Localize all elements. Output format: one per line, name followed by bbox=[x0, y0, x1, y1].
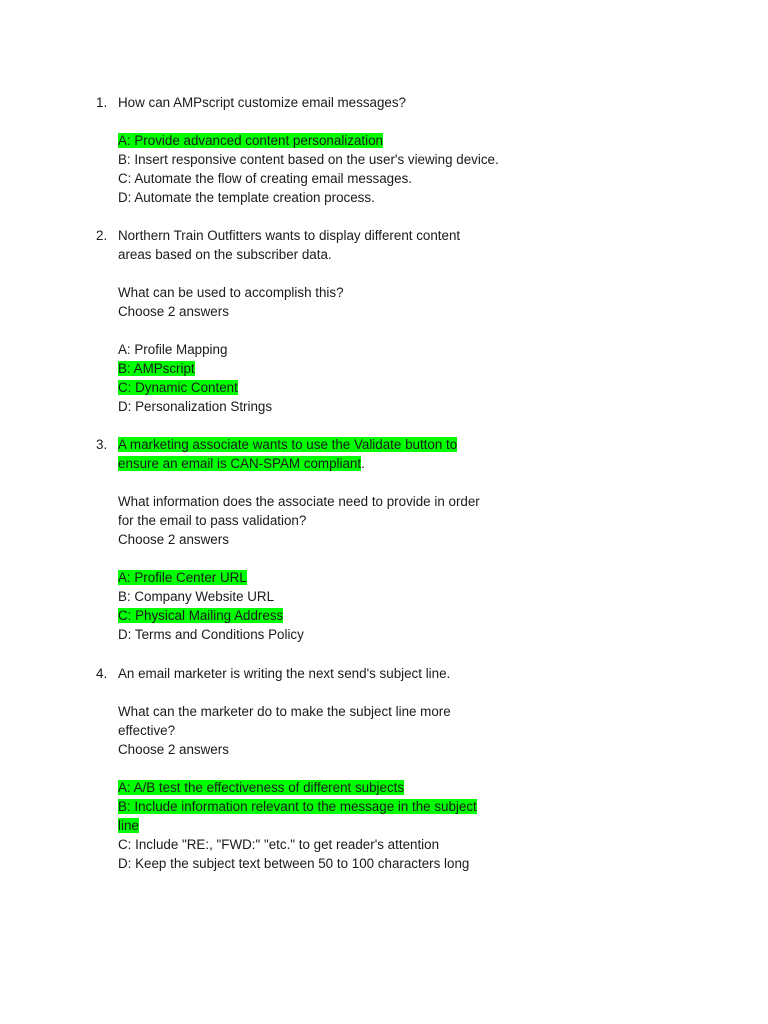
question-2 bbox=[96, 226, 526, 416]
answer-option bbox=[118, 816, 526, 835]
question-3 bbox=[96, 435, 526, 644]
answer-count-instruction: Choose 2 answers bbox=[118, 742, 229, 757]
question-prompt: What can be used to accomplish this? bbox=[118, 285, 344, 300]
highlighted-answer: A: Profile Center URL bbox=[118, 570, 247, 585]
highlighted-answer: B: Include information relevant to the message in the subject bbox=[118, 799, 477, 814]
answer-option bbox=[118, 797, 526, 816]
answer-option bbox=[118, 568, 526, 587]
answer-option bbox=[118, 131, 526, 150]
answer-option: D: Personalization Strings bbox=[118, 399, 273, 414]
answer-option: A: Profile Mapping bbox=[118, 342, 228, 357]
answer-count-instruction: Choose 2 answers bbox=[118, 532, 229, 547]
question-stem: areas based on the subscriber data. bbox=[118, 247, 332, 262]
answer-option: B: Insert responsive content based on the user's viewing device. bbox=[118, 152, 499, 167]
answer-option bbox=[118, 359, 526, 378]
answer-option: C: Include "RE:, "FWD:" "etc." to get reader's attention bbox=[118, 837, 440, 852]
question-stem: An email marketer is writing the next send's subject line. bbox=[118, 666, 451, 681]
question-stem: Northern Train Outfitters wants to display different content bbox=[118, 228, 461, 243]
question-prompt: for the email to pass validation? bbox=[118, 513, 307, 528]
question-prompt: effective? bbox=[118, 723, 176, 738]
question-stem bbox=[118, 435, 526, 454]
question-stem: How can AMPscript customize email messages? bbox=[118, 95, 407, 110]
highlighted-stem: A marketing associate wants to use the Validate button to bbox=[118, 437, 458, 452]
question-body bbox=[118, 93, 526, 207]
stem-period: . bbox=[361, 456, 365, 471]
question-stem bbox=[118, 454, 526, 473]
answer-option bbox=[118, 606, 526, 625]
question-4 bbox=[96, 664, 526, 873]
answer-option: D: Keep the subject text between 50 to 100 characters long bbox=[118, 856, 470, 871]
question-number: 1. bbox=[96, 95, 108, 110]
answer-option: D: Automate the template creation process. bbox=[118, 190, 375, 205]
highlighted-answer: line bbox=[118, 818, 139, 833]
question-number: 4. bbox=[96, 666, 108, 681]
question-body bbox=[118, 226, 526, 416]
answer-option bbox=[118, 778, 526, 797]
answer-option bbox=[118, 378, 526, 397]
question-body bbox=[118, 435, 526, 644]
question-number: 2. bbox=[96, 228, 108, 243]
answer-option: D: Terms and Conditions Policy bbox=[118, 627, 304, 642]
question-prompt: What information does the associate need to provide in order bbox=[118, 494, 480, 509]
question-body bbox=[118, 664, 526, 873]
highlighted-answer: C: Physical Mailing Address bbox=[118, 608, 284, 623]
highlighted-stem: ensure an email is CAN-SPAM compliant bbox=[118, 456, 362, 471]
answer-option: B: Company Website URL bbox=[118, 589, 275, 604]
highlighted-answer: B: AMPscript bbox=[118, 361, 195, 376]
question-number: 3. bbox=[96, 437, 108, 452]
answer-option: C: Automate the flow of creating email messages. bbox=[118, 171, 412, 186]
answer-count-instruction: Choose 2 answers bbox=[118, 304, 229, 319]
highlighted-answer: A: Provide advanced content personalization bbox=[118, 133, 384, 148]
question-1 bbox=[96, 93, 526, 207]
highlighted-answer: A: A/B test the effectiveness of different subjects bbox=[118, 780, 405, 795]
question-prompt: What can the marketer do to make the subject line more bbox=[118, 704, 451, 719]
highlighted-answer: C: Dynamic Content bbox=[118, 380, 238, 395]
